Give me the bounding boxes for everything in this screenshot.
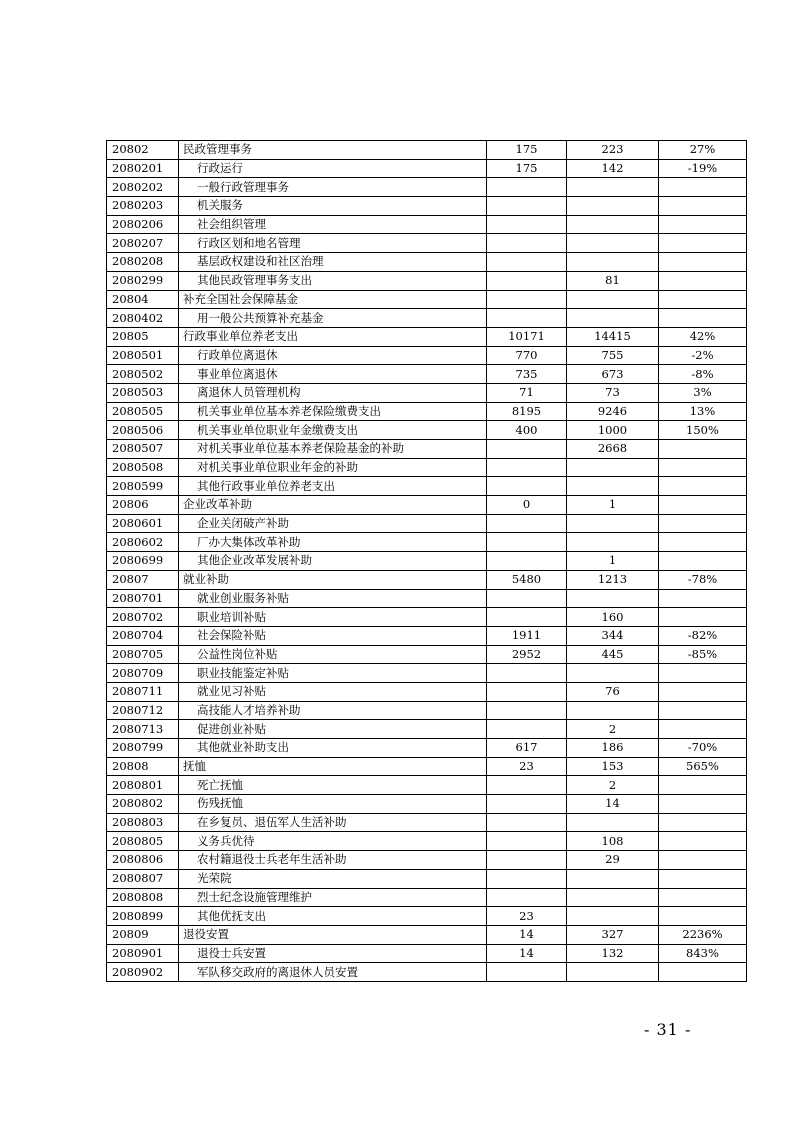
cell-item-name: 其他民政管理事务支出 xyxy=(179,271,487,290)
cell-value-b: 160 xyxy=(567,608,659,627)
cell-change-pct: 565% xyxy=(659,757,747,776)
cell-change-pct xyxy=(659,290,747,309)
cell-item-name: 退役士兵安置 xyxy=(179,944,487,963)
table-row xyxy=(107,215,747,234)
cell-code: 20805 xyxy=(107,327,179,346)
cell-change-pct xyxy=(659,533,747,552)
cell-value-a xyxy=(487,458,567,477)
cell-code: 2080201 xyxy=(107,159,179,178)
cell-value-a xyxy=(487,440,567,459)
cell-change-pct xyxy=(659,215,747,234)
table-row xyxy=(107,963,747,982)
cell-value-a xyxy=(487,290,567,309)
cell-code: 20806 xyxy=(107,496,179,515)
cell-value-a xyxy=(487,795,567,814)
cell-value-b xyxy=(567,963,659,982)
table-row xyxy=(107,234,747,253)
cell-value-a xyxy=(487,589,567,608)
budget-table xyxy=(106,140,747,982)
cell-value-a xyxy=(487,552,567,571)
cell-value-b: 14415 xyxy=(567,327,659,346)
cell-item-name: 就业创业服务补贴 xyxy=(179,589,487,608)
cell-value-a xyxy=(487,197,567,216)
table-row xyxy=(107,309,747,328)
cell-item-name: 机关事业单位职业年金缴费支出 xyxy=(179,421,487,440)
cell-code: 20808 xyxy=(107,757,179,776)
table-row xyxy=(107,383,747,402)
table-row xyxy=(107,832,747,851)
table-row xyxy=(107,271,747,290)
cell-value-a: 1911 xyxy=(487,626,567,645)
cell-code: 2080502 xyxy=(107,365,179,384)
cell-item-name: 职业培训补贴 xyxy=(179,608,487,627)
cell-change-pct: 42% xyxy=(659,327,747,346)
cell-code: 2080699 xyxy=(107,552,179,571)
cell-value-b: 344 xyxy=(567,626,659,645)
table-row xyxy=(107,720,747,739)
cell-value-a xyxy=(487,664,567,683)
cell-item-name: 社会保险补贴 xyxy=(179,626,487,645)
cell-value-b: 223 xyxy=(567,141,659,160)
cell-value-b xyxy=(567,215,659,234)
cell-code: 2080501 xyxy=(107,346,179,365)
page-number: - 31 - xyxy=(644,1020,692,1039)
cell-item-name: 就业见习补贴 xyxy=(179,682,487,701)
cell-value-a xyxy=(487,533,567,552)
cell-change-pct: -8% xyxy=(659,365,747,384)
table-row xyxy=(107,552,747,571)
cell-item-name: 行政事业单位养老支出 xyxy=(179,327,487,346)
cell-change-pct xyxy=(659,888,747,907)
cell-value-a: 23 xyxy=(487,757,567,776)
cell-value-b xyxy=(567,533,659,552)
cell-code: 2080602 xyxy=(107,533,179,552)
cell-item-name: 机关事业单位基本养老保险缴费支出 xyxy=(179,402,487,421)
cell-value-b xyxy=(567,458,659,477)
cell-code: 2080508 xyxy=(107,458,179,477)
cell-change-pct xyxy=(659,458,747,477)
table-row xyxy=(107,290,747,309)
cell-value-a xyxy=(487,309,567,328)
cell-value-b: 673 xyxy=(567,365,659,384)
cell-value-a xyxy=(487,178,567,197)
cell-item-name: 行政单位离退休 xyxy=(179,346,487,365)
table-body xyxy=(107,141,747,982)
cell-item-name: 高技能人才培养补助 xyxy=(179,701,487,720)
table-row xyxy=(107,776,747,795)
cell-change-pct xyxy=(659,309,747,328)
cell-value-b: 445 xyxy=(567,645,659,664)
cell-code: 2080702 xyxy=(107,608,179,627)
cell-value-a: 14 xyxy=(487,944,567,963)
cell-change-pct xyxy=(659,552,747,571)
cell-code: 2080802 xyxy=(107,795,179,814)
table-row xyxy=(107,421,747,440)
table-row xyxy=(107,701,747,720)
cell-value-a xyxy=(487,477,567,496)
cell-value-b: 14 xyxy=(567,795,659,814)
cell-code: 2080712 xyxy=(107,701,179,720)
cell-value-a xyxy=(487,514,567,533)
cell-code: 2080203 xyxy=(107,197,179,216)
table-row xyxy=(107,477,747,496)
cell-value-a xyxy=(487,832,567,851)
cell-value-a xyxy=(487,869,567,888)
cell-change-pct xyxy=(659,440,747,459)
cell-code: 20807 xyxy=(107,570,179,589)
cell-item-name: 死亡抚恤 xyxy=(179,776,487,795)
cell-code: 2080207 xyxy=(107,234,179,253)
cell-item-name: 社会组织管理 xyxy=(179,215,487,234)
cell-value-b: 142 xyxy=(567,159,659,178)
cell-value-b: 9246 xyxy=(567,402,659,421)
cell-change-pct: 843% xyxy=(659,944,747,963)
cell-code: 2080713 xyxy=(107,720,179,739)
cell-change-pct xyxy=(659,197,747,216)
cell-change-pct: -70% xyxy=(659,739,747,758)
cell-change-pct xyxy=(659,664,747,683)
cell-value-a xyxy=(487,608,567,627)
cell-item-name: 促进创业补贴 xyxy=(179,720,487,739)
cell-value-b: 132 xyxy=(567,944,659,963)
cell-code: 2080505 xyxy=(107,402,179,421)
cell-change-pct xyxy=(659,720,747,739)
cell-value-b xyxy=(567,477,659,496)
cell-change-pct xyxy=(659,178,747,197)
cell-code: 2080801 xyxy=(107,776,179,795)
cell-value-b: 186 xyxy=(567,739,659,758)
cell-value-b xyxy=(567,813,659,832)
cell-change-pct: 13% xyxy=(659,402,747,421)
cell-item-name: 企业改革补助 xyxy=(179,496,487,515)
cell-value-a xyxy=(487,701,567,720)
cell-value-a: 617 xyxy=(487,739,567,758)
cell-change-pct xyxy=(659,271,747,290)
cell-value-b xyxy=(567,664,659,683)
cell-item-name: 离退休人员管理机构 xyxy=(179,383,487,402)
table-row xyxy=(107,608,747,627)
cell-value-b: 108 xyxy=(567,832,659,851)
cell-value-a xyxy=(487,963,567,982)
cell-change-pct: -19% xyxy=(659,159,747,178)
table-row xyxy=(107,141,747,160)
cell-value-a xyxy=(487,271,567,290)
table-row xyxy=(107,795,747,814)
cell-value-b xyxy=(567,197,659,216)
cell-item-name: 对机关事业单位职业年金的补助 xyxy=(179,458,487,477)
cell-code: 2080808 xyxy=(107,888,179,907)
cell-code: 2080806 xyxy=(107,851,179,870)
table-row xyxy=(107,907,747,926)
cell-value-a xyxy=(487,234,567,253)
table-row xyxy=(107,888,747,907)
cell-value-b xyxy=(567,253,659,272)
cell-item-name: 农村籍退役士兵老年生活补助 xyxy=(179,851,487,870)
cell-item-name: 一般行政管理事务 xyxy=(179,178,487,197)
cell-item-name: 就业补助 xyxy=(179,570,487,589)
cell-value-a xyxy=(487,215,567,234)
cell-change-pct: 2236% xyxy=(659,925,747,944)
cell-change-pct xyxy=(659,682,747,701)
table-row xyxy=(107,869,747,888)
cell-change-pct xyxy=(659,851,747,870)
cell-value-a: 175 xyxy=(487,159,567,178)
table-row xyxy=(107,346,747,365)
cell-item-name: 公益性岗位补贴 xyxy=(179,645,487,664)
cell-value-a: 8195 xyxy=(487,402,567,421)
cell-code: 2080503 xyxy=(107,383,179,402)
cell-value-b: 73 xyxy=(567,383,659,402)
cell-value-b xyxy=(567,869,659,888)
cell-value-a: 23 xyxy=(487,907,567,926)
cell-change-pct xyxy=(659,253,747,272)
cell-code: 2080202 xyxy=(107,178,179,197)
cell-code: 2080601 xyxy=(107,514,179,533)
cell-value-b: 1 xyxy=(567,552,659,571)
cell-code: 2080705 xyxy=(107,645,179,664)
table-row xyxy=(107,813,747,832)
cell-change-pct: -78% xyxy=(659,570,747,589)
cell-item-name: 义务兵优待 xyxy=(179,832,487,851)
cell-value-a xyxy=(487,253,567,272)
table-row xyxy=(107,589,747,608)
cell-value-b: 153 xyxy=(567,757,659,776)
cell-value-a xyxy=(487,851,567,870)
cell-change-pct: -2% xyxy=(659,346,747,365)
cell-value-b: 327 xyxy=(567,925,659,944)
cell-change-pct xyxy=(659,832,747,851)
cell-change-pct xyxy=(659,907,747,926)
table-row xyxy=(107,253,747,272)
cell-value-a: 175 xyxy=(487,141,567,160)
cell-change-pct xyxy=(659,813,747,832)
table-row xyxy=(107,626,747,645)
cell-item-name: 光荣院 xyxy=(179,869,487,888)
cell-code: 2080704 xyxy=(107,626,179,645)
cell-value-b xyxy=(567,888,659,907)
cell-change-pct: 3% xyxy=(659,383,747,402)
table-row xyxy=(107,327,747,346)
table-row xyxy=(107,159,747,178)
cell-code: 2080599 xyxy=(107,477,179,496)
cell-item-name: 对机关事业单位基本养老保险基金的补助 xyxy=(179,440,487,459)
cell-code: 2080803 xyxy=(107,813,179,832)
cell-value-a xyxy=(487,813,567,832)
cell-code: 2080299 xyxy=(107,271,179,290)
cell-value-b xyxy=(567,290,659,309)
cell-value-a: 10171 xyxy=(487,327,567,346)
cell-change-pct xyxy=(659,795,747,814)
cell-value-b: 81 xyxy=(567,271,659,290)
cell-item-name: 机关服务 xyxy=(179,197,487,216)
table-row xyxy=(107,944,747,963)
cell-change-pct xyxy=(659,589,747,608)
table-row xyxy=(107,365,747,384)
cell-value-a: 71 xyxy=(487,383,567,402)
cell-change-pct xyxy=(659,496,747,515)
cell-value-b xyxy=(567,234,659,253)
cell-item-name: 其他行政事业单位养老支出 xyxy=(179,477,487,496)
table-row xyxy=(107,851,747,870)
table-row xyxy=(107,458,747,477)
cell-value-a xyxy=(487,682,567,701)
cell-item-name: 军队移交政府的离退休人员安置 xyxy=(179,963,487,982)
cell-item-name: 职业技能鉴定补贴 xyxy=(179,664,487,683)
cell-code: 2080899 xyxy=(107,907,179,926)
cell-value-b: 2 xyxy=(567,776,659,795)
cell-item-name: 行政区划和地名管理 xyxy=(179,234,487,253)
cell-value-b xyxy=(567,178,659,197)
cell-item-name: 行政运行 xyxy=(179,159,487,178)
table-row xyxy=(107,514,747,533)
cell-change-pct xyxy=(659,869,747,888)
cell-value-a: 735 xyxy=(487,365,567,384)
cell-change-pct: 27% xyxy=(659,141,747,160)
cell-code: 2080701 xyxy=(107,589,179,608)
cell-code: 2080901 xyxy=(107,944,179,963)
table-row xyxy=(107,682,747,701)
cell-code: 2080709 xyxy=(107,664,179,683)
cell-value-a: 14 xyxy=(487,925,567,944)
cell-code: 2080902 xyxy=(107,963,179,982)
cell-code: 20809 xyxy=(107,925,179,944)
cell-value-b: 2 xyxy=(567,720,659,739)
cell-code: 2080206 xyxy=(107,215,179,234)
table-row xyxy=(107,925,747,944)
table-row xyxy=(107,197,747,216)
cell-change-pct xyxy=(659,477,747,496)
cell-value-b: 29 xyxy=(567,851,659,870)
cell-value-b: 76 xyxy=(567,682,659,701)
cell-value-b: 1213 xyxy=(567,570,659,589)
cell-change-pct xyxy=(659,234,747,253)
cell-item-name: 退役安置 xyxy=(179,925,487,944)
table-row xyxy=(107,402,747,421)
cell-value-b: 755 xyxy=(567,346,659,365)
cell-code: 20804 xyxy=(107,290,179,309)
cell-item-name: 基层政权建设和社区治理 xyxy=(179,253,487,272)
cell-item-name: 厂办大集体改革补助 xyxy=(179,533,487,552)
cell-value-b: 2668 xyxy=(567,440,659,459)
table-row xyxy=(107,533,747,552)
table-row xyxy=(107,664,747,683)
cell-value-b xyxy=(567,309,659,328)
cell-change-pct: -85% xyxy=(659,645,747,664)
table-row xyxy=(107,739,747,758)
cell-code: 2080402 xyxy=(107,309,179,328)
table-row xyxy=(107,570,747,589)
cell-change-pct xyxy=(659,963,747,982)
cell-value-b xyxy=(567,514,659,533)
cell-change-pct xyxy=(659,701,747,720)
table-row xyxy=(107,440,747,459)
cell-code: 20802 xyxy=(107,141,179,160)
cell-value-b: 1000 xyxy=(567,421,659,440)
cell-code: 2080506 xyxy=(107,421,179,440)
cell-item-name: 在乡复员、退伍军人生活补助 xyxy=(179,813,487,832)
cell-value-a xyxy=(487,776,567,795)
table-row xyxy=(107,757,747,776)
cell-item-name: 事业单位离退休 xyxy=(179,365,487,384)
cell-value-b xyxy=(567,907,659,926)
cell-value-a xyxy=(487,720,567,739)
cell-item-name: 抚恤 xyxy=(179,757,487,776)
cell-code: 2080799 xyxy=(107,739,179,758)
cell-code: 2080807 xyxy=(107,869,179,888)
cell-item-name: 烈士纪念设施管理维护 xyxy=(179,888,487,907)
cell-change-pct xyxy=(659,776,747,795)
cell-value-a: 2952 xyxy=(487,645,567,664)
cell-value-a: 400 xyxy=(487,421,567,440)
cell-code: 2080208 xyxy=(107,253,179,272)
cell-value-a: 5480 xyxy=(487,570,567,589)
cell-change-pct: -82% xyxy=(659,626,747,645)
cell-item-name: 补充全国社会保障基金 xyxy=(179,290,487,309)
cell-item-name: 伤残抚恤 xyxy=(179,795,487,814)
cell-item-name: 民政管理事务 xyxy=(179,141,487,160)
cell-item-name: 企业关闭破产补助 xyxy=(179,514,487,533)
cell-value-b: 1 xyxy=(567,496,659,515)
cell-code: 2080711 xyxy=(107,682,179,701)
cell-item-name: 用一般公共预算补充基金 xyxy=(179,309,487,328)
cell-change-pct xyxy=(659,514,747,533)
cell-code: 2080805 xyxy=(107,832,179,851)
cell-item-name: 其他企业改革发展补助 xyxy=(179,552,487,571)
table-row xyxy=(107,645,747,664)
cell-value-a: 0 xyxy=(487,496,567,515)
cell-change-pct: 150% xyxy=(659,421,747,440)
cell-value-a xyxy=(487,888,567,907)
cell-value-b xyxy=(567,589,659,608)
table-row xyxy=(107,496,747,515)
cell-item-name: 其他就业补助支出 xyxy=(179,739,487,758)
cell-value-a: 770 xyxy=(487,346,567,365)
cell-code: 2080507 xyxy=(107,440,179,459)
cell-item-name: 其他优抚支出 xyxy=(179,907,487,926)
cell-change-pct xyxy=(659,608,747,627)
cell-value-b xyxy=(567,701,659,720)
table-row xyxy=(107,178,747,197)
